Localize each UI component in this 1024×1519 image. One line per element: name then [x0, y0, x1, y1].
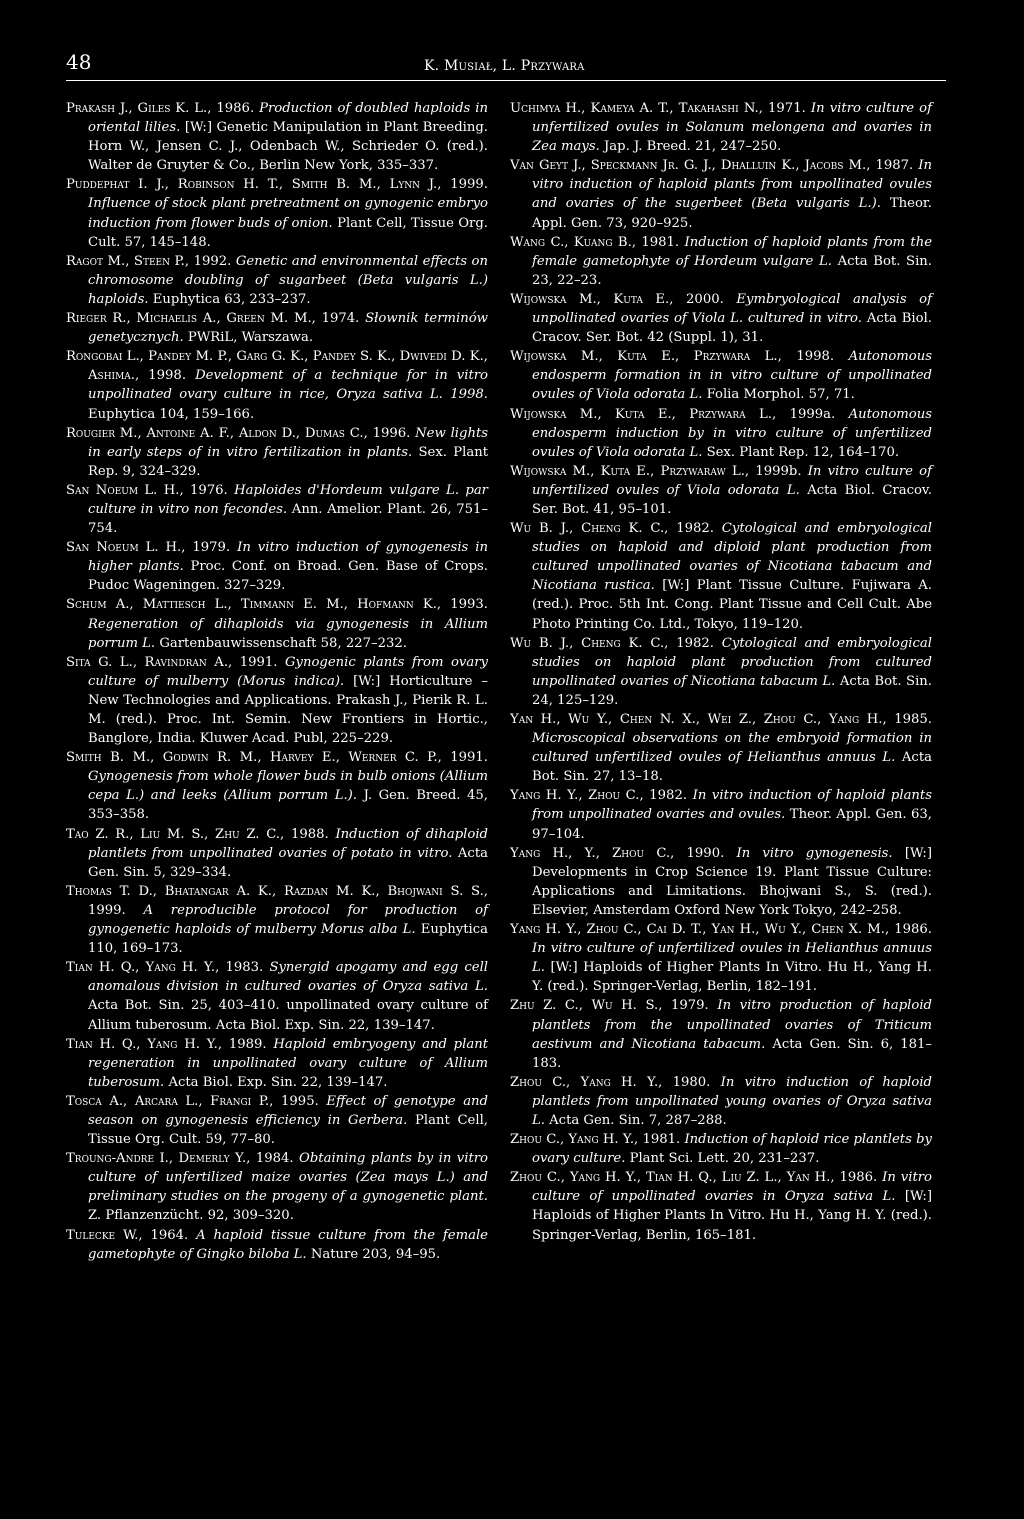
reference-entry: Yang H., Y., Zhou C., 1990. In vitro gynogenesis. [W:] Developments in Crop Science 19. Plant Tissue Culture: Applications and Limitations. Bhojwani S., S. (red.). Elsevier, Amsterdam Oxford New York Tokyo, 242–258. — [510, 845, 932, 918]
reference-year: 1993. — [450, 597, 488, 613]
reference-entry: Wu B. J., Cheng K. C., 1982. Cytological and embryological studies on haploid plant production from cultured unpollinated ovaries of Nicotiana tabacum L. Acta Bot. Sin. 24, 125–129. — [510, 635, 932, 708]
reference-source: Plant Cell, Tissue Org. Cult. 57, 145–148. — [88, 215, 488, 250]
reference-entry: Wijowska M., Kuta E., Przywara L., 1998. Autonomous endosperm formation in in vitro culture of unpollinated ovules of Viola odorata L. Folia Morphol. 57, 71. — [510, 349, 932, 403]
reference-source: Plant Sci. Lett. 20, 231–237. — [629, 1151, 820, 1167]
reference-source: Acta Gen. Sin. 6, 181–183. — [532, 1036, 932, 1071]
reference-year: 1989. — [228, 1036, 267, 1052]
reference-title: Genetic and environmental effects on chromosome doubling of sugarbeet (Beta vulgaris L.) haploids. — [88, 253, 488, 307]
reference-title: In vitro induction of haploid plants from unpollinated ovaries and ovules. — [532, 788, 932, 823]
reference-source: Euphytica 104, 159–166. — [88, 406, 255, 422]
reference-entry: Tosca A., Arcara L., Frangi P., 1995. Effect of genotype and season on gynogenesis efficiency in Gerbera. Plant Cell, Tissue Org. Cult. 59, 77–80. — [66, 1093, 488, 1148]
reference-title: Induction of haploid plants from the female gametophyte of Hordeum vulgare L. — [532, 234, 932, 269]
reference-entry: Schum A., Mattiesch L., Timmann E. M., Hofmann K., 1993. Regeneration of dihaploids via gynogenesis in Allium porrum L. Gartenbauwissenschaft 58, 227–232. — [66, 597, 488, 651]
reference-source: Jap. J. Breed. 21, 247–250. — [604, 139, 782, 155]
reference-source: Euphytica 63, 233–237. — [152, 291, 311, 307]
reference-title: Regeneration of dihaploids via gynogenesis in Allium porrum L. — [88, 616, 488, 651]
reference-year: 1992. — [193, 253, 232, 269]
reference-source: Acta Biol. Cracov. Ser. Bot. 42 (Suppl. 1), 31. — [532, 311, 933, 346]
reference-source: Proc. Conf. on Broad. Gen. Base of Crops. Pudoc Wageningen. 327–329. — [88, 559, 488, 594]
reference-title: Cytological and embryological studies on haploid plant production from cultured unpollinated ovaries of Nicotiana tabacum L. — [532, 635, 932, 689]
reference-year: 1983. — [225, 960, 264, 976]
reference-title: Cytological and embryological studies on haploid and diploid plant production from cultured unpollinated ovaries of Nicotiana tabacum and Nicotiana rustica. — [532, 521, 932, 594]
reference-authors: Ragot M., Steen P. — [66, 253, 185, 269]
reference-authors: Yang H., Y., Zhou C. — [510, 845, 671, 861]
reference-source: Acta Biol. Cracov. Ser. Bot. 41, 95–101. — [532, 482, 933, 517]
reference-title: Obtaining plants by in vitro culture of unfertilized maize ovaries (Zea mays L.) and preliminary studies on the progeny of a gynogenetic plant. — [88, 1151, 488, 1205]
reference-entry: Wijowska M., Kuta E., Przywaraw L., 1999b. In vitro culture of unfertilized ovules of Viola odorata L. Acta Biol. Cracov. Ser. Bot. 41, 95–101. — [510, 463, 933, 517]
reference-entry: Yang H. Y., Zhou C., Cai D. T., Yan H., Wu Y., Chen X. M., 1986. In vitro culture of unfertilized ovules in Helianthus annuus L. [W:] Haploids of Higher Plants In Vitro. Hu H., Yang H. Y. (red.). Springer-Verlag, Berlin, 182–191. — [510, 922, 932, 995]
reference-source: J. Gen. Breed. 45, 353–358. — [88, 788, 489, 823]
reference-entry: San Noeum L. H., 1979. In vitro induction of gynogenesis in higher plants. Proc. Conf. on Broad. Gen. Base of Crops. Pudoc Wageningen. 327–329. — [66, 540, 488, 594]
reference-title: In vitro induction of haploid plantlets from unpollinated young ovaries of Oryza sativa L. — [532, 1074, 932, 1128]
reference-source: Sex. Plant Rep. 12, 164–170. — [706, 444, 900, 460]
reference-authors: Rieger R., Michaelis A., Green M. M. — [66, 311, 312, 327]
reference-title: In vitro gynogenesis. — [736, 845, 893, 861]
reference-title: Autonomous endosperm formation in in vitro culture of unpollinated ovules of Viola odorata L. — [532, 349, 932, 403]
reference-source: Nature 203, 94–95. — [310, 1246, 441, 1262]
reference-authors: Wu B. J., Cheng K. C. — [510, 635, 665, 651]
reference-source: [W:] Genetic Manipulation in Plant Breeding. Horn W., Jensen C. J., Odenbach W., Schrieder O. (red.). Walter de Gruyter & Co., Berlin New York, 335–337. — [88, 120, 488, 174]
reference-year: 1999a. — [789, 406, 836, 422]
reference-entry: Uchimya H., Kameya A. T., Takahashi N., 1971. In vitro culture of unfertilized ovules in Solanum melongena and ovaries in Zea mays. Jap. J. Breed. 21, 247–250. — [510, 101, 932, 155]
reference-source: Acta Bot. Sin. 25, 403–410. unpollinated ovary culture of Allium tuberosum. Acta Biol. Exp. Sin. 22, 139–147. — [88, 998, 488, 1033]
reference-entry: Sita G. L., Ravindran A., 1991. Gynogenic plants from ovary culture of mulberry (Morus indica). [W:] Horticulture – New Technologies and Applications. Prakash J., Pierik R. L. M. (red.). Proc. Int. Semin. New Frontiers in Hortic., Banglore, India. Kluwer Acad. Publ, 225–229. — [66, 654, 488, 747]
reference-entry: Tao Z. R., Liu M. S., Zhu Z. C., 1988. Induction of dihaploid plantlets from unpollinated ovaries of potato in vitro. Acta Gen. Sin. 5, 329–334. — [66, 826, 488, 880]
reference-authors: Prakash J., Giles K. L. — [66, 101, 208, 116]
reference-column-left — [66, 99, 488, 1264]
reference-year: 1982. — [676, 635, 714, 651]
reference-year: 1981. — [642, 1132, 681, 1148]
reference-entry: Tian H. Q., Yang H. Y., 1983. Synergid apogamy and egg cell anomalous division in cultured ovaries of Oryza sativa L. Acta Bot. Sin. 25, 403–410. unpollinated ovary culture of Allium tuberosum. Acta Biol. Exp. Sin. 22, 139–147. — [66, 960, 489, 1033]
reference-year: 1981. — [641, 234, 680, 250]
reference-source: PWRiL, Warszawa. — [187, 330, 314, 346]
reference-year: 1996. — [372, 425, 411, 441]
reference-entry: Yan H., Wu Y., Chen N. X., Wei Z., Zhou C., Yang H., 1985. Microscopical observations on the embryoid formation in cultured unfertilized ovules of Helianthus annuus L. Acta Bot. Sin. 27, 13–18. — [510, 712, 932, 785]
reference-title: In vitro culture of unpollinated ovaries in Oryza sativa L. — [532, 1170, 932, 1205]
reference-title: In vitro culture of unfertilized ovules in Solanum melongena and ovaries in Zea mays. — [532, 101, 932, 155]
reference-year: 1986. — [216, 101, 255, 116]
reference-title: New lights in early steps of in vitro fertilization in plants. — [88, 425, 489, 460]
reference-title: Microscopical observations on the embryoid formation in cultured unfertilized ovules of Helianthus annuus L. — [532, 731, 932, 766]
reference-authors: Tosca A., Arcara L., Frangi P. — [66, 1093, 270, 1109]
reference-source: Euphytica 110, 169–173. — [88, 922, 488, 957]
reference-authors: Tian H. Q., Yang H. Y. — [66, 1036, 218, 1052]
reference-title: A haploid tissue culture from the female gametophyte of Gingko biloba L. — [88, 1227, 488, 1262]
reference-authors: Smith B. M., Godwin R. M., Harvey E., Werner C. P. — [66, 750, 438, 766]
reference-authors: Yang H. Y., Zhou C. — [510, 788, 640, 804]
reference-year: 1986. — [894, 922, 932, 938]
reference-authors: Schum A., Mattiesch L., Timmann E. M., Hofmann K. — [66, 597, 437, 613]
reference-entry: Thomas T. D., Bhatangar A. K., Razdan M. K., Bhojwani S. S., 1999. A reproducible protocol for production of gynogenetic haploids of mulberry Morus alba L. Euphytica 110, 169–173. — [66, 883, 488, 957]
reference-source: Acta Bot. Sin. 24, 125–129. — [532, 673, 932, 708]
reference-authors: Wijowska M., Kuta E., Przywara L. — [510, 406, 772, 422]
reference-entry: Wang C., Kuang B., 1981. Induction of haploid plants from the female gametophyte of Hordeum vulgare L. Acta Bot. Sin. 23, 22–23. — [510, 234, 932, 288]
reference-entry: Rongobai L., Pandey M. P., Garg G. K., Pandey S. K., Dwivedi D. K., Ashima., 1998. Development of a technique for in vitro unpollinated ovary culture in rice, Oryza sativa L. 1998. Euphytica 104, 159–166. — [66, 349, 488, 422]
reference-year: 1995. — [281, 1093, 319, 1109]
reference-source: Ann. Amelior. Plant. 26, 751–754. — [88, 501, 489, 537]
reference-year: 1999. — [88, 902, 126, 918]
reference-source: Acta Biol. Exp. Sin. 22, 139–147. — [168, 1074, 388, 1090]
reference-title: Induction of haploid rice plantlets by ovary culture. — [532, 1132, 932, 1167]
reference-entry: Ragot M., Steen P., 1992. Genetic and environmental effects on chromosome doubling of sugarbeet (Beta vulgaris L.) haploids. Euphytica 63, 233–237. — [66, 253, 488, 307]
reference-title: Haploid embryogeny and plant regeneration in unpollinated ovary culture of Allium tuberosum. — [88, 1036, 489, 1090]
reference-authors: Yan H., Wu Y., Chen N. X., Wei Z., Zhou C., Yang H. — [510, 712, 883, 727]
reference-title: Induction of dihaploid plantlets from unpollinated ovaries of potato in vitro. — [88, 826, 488, 861]
reference-authors: Rongobai L., Pandey M. P., Garg G. K., Pandey S. K., Dwivedi D. K., Ashima. — [66, 349, 488, 384]
reference-authors: Tulecke W. — [66, 1227, 139, 1243]
reference-year: 1990. — [686, 845, 725, 861]
reference-title: Production of doubled haploids in oriental lilies. — [88, 101, 488, 136]
reference-year: 1986. — [839, 1170, 878, 1186]
reference-authors: Wijowska M., Kuta E., Przywaraw L. — [510, 463, 745, 479]
reference-authors: Wijowska M., Kuta E. — [510, 291, 670, 307]
reference-title: Synergid apogamy and egg cell anomalous division in cultured ovaries of Oryza sativa L. — [88, 960, 489, 995]
reference-source: Folia Morphol. 57, 71. — [706, 387, 855, 403]
reference-authors: San Noeum L. H. — [66, 482, 180, 498]
reference-year: 1988. — [290, 826, 329, 842]
reference-authors: Sita G. L., Ravindran A. — [66, 654, 229, 670]
reference-title: In vitro production of haploid plantlets from the unpollinated ovaries of Triticum aestivum and Nicotiana tabacum. — [532, 998, 932, 1052]
reference-year: 1991. — [239, 654, 278, 670]
reference-year: 1999. — [450, 177, 489, 193]
reference-authors: Zhou C., Yang H. Y., Tian H. Q., Liu Z. L., Yan H. — [510, 1170, 831, 1186]
reference-source: Plant Cell, Tissue Org. Cult. 59, 77–80. — [88, 1112, 488, 1148]
reference-source: [W:] Haploids of Higher Plants In Vitro. Hu H., Yang H. Y. (red.). Springer-Verlag, Berlin, 165–181. — [532, 1189, 932, 1243]
reference-entry: Zhou C., Yang H. Y., 1981. Induction of haploid rice plantlets by ovary culture. Plant Sci. Lett. 20, 231–237. — [510, 1132, 932, 1167]
reference-entry: Prakash J., Giles K. L., 1986. Production of doubled haploids in oriental lilies. [W:] Genetic Manipulation in Plant Breeding. Horn W., Jensen C. J., Odenbach W., Schrieder O. (red.). Walter de Gruyter & Co., Berlin New York, 335–337. — [66, 101, 488, 174]
page-number: 48 — [66, 50, 92, 74]
reference-authors: Tian H. Q., Yang H. Y. — [66, 960, 216, 976]
reference-entry: Rougier M., Antoine A. F., Aldon D., Dumas C., 1996. New lights in early steps of in vitro fertilization in plants. Sex. Plant Rep. 9, 324–329. — [66, 425, 489, 479]
reference-year: 1999b. — [755, 463, 802, 479]
reference-entry: San Noeum L. H., 1976. Haploides d'Hordeum vulgare L. par culture in vitro non fecondes. Ann. Amelior. Plant. 26, 751–754. — [66, 482, 489, 537]
reference-authors: Wu B. J., Cheng K. C. — [510, 521, 665, 537]
reference-entry: Yang H. Y., Zhou C., 1982. In vitro induction of haploid plants from unpollinated ovaries and ovules. Theor. Appl. Gen. 63, 97–104. — [510, 788, 932, 842]
reference-entry: Zhu Z. C., Wu H. S., 1979. In vitro production of haploid plantlets from the unpollinated ovaries of Triticum aestivum and Nicotiana tabacum. Acta Gen. Sin. 6, 181–183. — [510, 998, 932, 1071]
reference-source: Acta Gen. Sin. 7, 287–288. — [549, 1112, 727, 1128]
reference-authors: Zhou C., Yang H. Y. — [510, 1074, 659, 1090]
reference-entry: Wijowska M., Kuta E., 2000. Eymbryological analysis of unpollinated ovaries of Viola L. cultured in vitro. Acta Biol. Cracov. Ser. Bot. 42 (Suppl. 1), 31. — [510, 291, 933, 346]
reference-entry: Smith B. M., Godwin R. M., Harvey E., Werner C. P., 1991. Gynogenesis from whole flower buds in bulb onions (Allium cepa L.) and leeks (Allium porrum L.). J. Gen. Breed. 45, 353–358. — [66, 750, 489, 823]
reference-year: 1987. — [875, 158, 914, 174]
reference-year: 1998. — [796, 349, 835, 365]
reference-source: Acta Gen. Sin. 5, 329–334. — [88, 845, 488, 880]
reference-entry: Puddephat I. J., Robinson H. T., Smith B. M., Lynn J., 1999. Influence of stock plant pretreatment on gynogenic embryo induction from flower buds of onion. Plant Cell, Tissue Org. Cult. 57, 145–148. — [66, 177, 489, 250]
reference-title: Autonomous endosperm induction by in vitro culture of unfertilized ovules of Viola odorata L. — [532, 406, 932, 460]
reference-authors: Rougier M., Antoine A. F., Aldon D., Dumas C. — [66, 425, 364, 441]
reference-authors: Troung-Andre I., Demerly Y. — [66, 1151, 247, 1167]
reference-year: 1979. — [192, 540, 231, 556]
reference-year: 1984. — [255, 1151, 294, 1167]
reference-source: [W:] Developments in Crop Science 19. Plant Tissue Culture: Applications and Limitations. Bhojwani S., S. (red.). Elsevier, Amsterdam Oxford New York Tokyo, 242–258. — [532, 845, 932, 918]
reference-entry: Wijowska M., Kuta E., Przywara L., 1999a. Autonomous endosperm induction by in vitro culture of unfertilized ovules of Viola odorata L. Sex. Plant Rep. 12, 164–170. — [510, 406, 932, 460]
reference-title: Gynogenic plants from ovary culture of mulberry (Morus indica). — [88, 654, 488, 689]
reference-authors: San Noeum L. H. — [66, 540, 182, 556]
reference-title: Development of a technique for in vitro unpollinated ovary culture in rice, Oryza sativa L. 1998. — [88, 368, 488, 403]
reference-authors: Tao Z. R., Liu M. S., Zhu Z. C. — [66, 826, 281, 842]
reference-source: Z. Pflanzenzücht. 92, 309–320. — [88, 1208, 294, 1224]
reference-authors: Yang H. Y., Zhou C., Cai D. T., Yan H., Wu Y., Chen X. M. — [510, 922, 885, 938]
reference-year: 1980. — [672, 1074, 711, 1090]
reference-source: Acta Bot. Sin. 27, 13–18. — [532, 750, 932, 785]
reference-title: A reproducible protocol for production of gynogenetic haploids of mulberry Morus alba L. — [88, 902, 488, 938]
reference-year: 1979. — [671, 998, 709, 1014]
reference-entry: Tulecke W., 1964. A haploid tissue culture from the female gametophyte of Gingko biloba L. Nature 203, 94–95. — [66, 1227, 488, 1262]
reference-year: 2000. — [686, 291, 724, 307]
reference-year: 1985. — [894, 712, 932, 727]
reference-title: Gynogenesis from whole flower buds in bulb onions (Allium cepa L.) and leeks (Allium porrum L.). — [88, 769, 488, 804]
reference-year: 1964. — [150, 1227, 189, 1243]
reference-authors: Van Geyt J., Speckmann Jr. G. J., Dhalluin K., Jacobs M. — [510, 158, 867, 174]
reference-authors: Wang C., Kuang B. — [510, 234, 632, 250]
reference-entry: Van Geyt J., Speckmann Jr. G. J., Dhalluin K., Jacobs M., 1987. In vitro induction of haploid plants from unpollinated ovules and ovaries of the sugerbeet (Beta vulgaris L.). Theor. Appl. Gen. 73, 920–925. — [510, 158, 932, 231]
reference-year: 1982. — [649, 788, 688, 804]
reference-entry: Rieger R., Michaelis A., Green M. M., 1974. Słownik terminów genetycznych. PWRiL, Warszawa. — [66, 311, 488, 346]
reference-year: 1971. — [768, 101, 806, 116]
reference-title: Eymbryological analysis of unpollinated ovaries of Viola L. cultured in vitro. — [532, 291, 933, 327]
reference-entry: Wu B. J., Cheng K. C., 1982. Cytological and embryological studies on haploid and diploid plant production from cultured unpollinated ovaries of Nicotiana tabacum and Nicotiana rustica. [W:] Plant Tissue Culture. Fujiwara A. (red.). Proc. 5th Int. Cong. Plant Tissue and Cell Cult. Abe Photo Printing Co. Ltd., Tokyo, 119–120. — [510, 521, 932, 632]
reference-authors: Uchimya H., Kameya A. T., Takahashi N. — [510, 101, 759, 116]
reference-source: [W:] Plant Tissue Culture. Fujiwara A. (red.). Proc. 5th Int. Cong. Plant Tissue and Cell Cult. Abe Photo Printing Co. Ltd., Tokyo, 119–120. — [532, 578, 932, 632]
reference-year: 1974. — [321, 311, 360, 327]
reference-title: Influence of stock plant pretreatment on gynogenic embryo induction from flower buds of onion. — [88, 196, 488, 231]
reference-source: Gartenbauwissenschaft 58, 227–232. — [159, 635, 407, 651]
reference-source: [W:] Haploids of Higher Plants In Vitro. Hu H., Yang H. Y. (red.). Springer-Verlag, Berlin, 182–191. — [532, 960, 932, 995]
reference-title: In vitro culture of unfertilized ovules in Helianthus annuus L. — [532, 941, 932, 976]
reference-source: [W:] Horticulture – New Technologies and Applications. Prakash J., Pierik R. L. M. (red.). Proc. Int. Semin. New Frontiers in Hortic., Banglore, India. Kluwer Acad. Publ, 225–229. — [88, 673, 488, 747]
reference-year: 1991. — [450, 750, 488, 766]
reference-title: In vitro culture of unfertilized ovules of Viola odorata L. — [532, 463, 932, 498]
reference-title: Haploides d'Hordeum vulgare L. par culture in vitro non fecondes. — [88, 482, 488, 517]
reference-column-right — [510, 99, 932, 1245]
reference-authors: Wijowska M., Kuta E., Przywara L. — [510, 349, 778, 365]
reference-source: Theor. Appl. Gen. 63, 97–104. — [532, 807, 932, 842]
reference-entry: Zhou C., Yang H. Y., 1980. In vitro induction of haploid plantlets from unpollinated young ovaries of Oryza sativa L. Acta Gen. Sin. 7, 287–288. — [510, 1074, 932, 1128]
reference-authors: Zhu Z. C., Wu H. S. — [510, 998, 659, 1014]
reference-authors: Zhou C., Yang H. Y. — [510, 1132, 635, 1148]
reference-authors: Puddephat I. J., Robinson H. T., Smith B. M., Lynn J. — [66, 177, 438, 193]
reference-authors: Thomas T. D., Bhatangar A. K., Razdan M. K., Bhojwani S. S. — [66, 883, 484, 899]
reference-entry: Zhou C., Yang H. Y., Tian H. Q., Liu Z. L., Yan H., 1986. In vitro culture of unpollinated ovaries in Oryza sativa L. [W:] Haploids of Higher Plants In Vitro. Hu H., Yang H. Y. (red.). Springer-Verlag, Berlin, 165–181. — [510, 1170, 932, 1243]
reference-entry: Tian H. Q., Yang H. Y., 1989. Haploid embryogeny and plant regeneration in unpollinated ovary culture of Allium tuberosum. Acta Biol. Exp. Sin. 22, 139–147. — [66, 1036, 489, 1090]
reference-entry: Troung-Andre I., Demerly Y., 1984. Obtaining plants by in vitro culture of unfertilized maize ovaries (Zea mays L.) and preliminary studies on the progeny of a gynogenetic plant. Z. Pflanzenzücht. 92, 309–320. — [66, 1151, 488, 1224]
reference-title: In vitro induction of gynogenesis in higher plants. — [88, 540, 488, 575]
header-rule — [66, 80, 946, 81]
reference-year: 1976. — [190, 482, 228, 498]
reference-year: 1982. — [676, 521, 714, 537]
reference-year: 1998. — [148, 368, 187, 384]
reference-title: Effect of genotype and season on gynogenesis efficiency in Gerbera. — [88, 1093, 488, 1128]
reference-source: Sex. Plant Rep. 9, 324–329. — [88, 444, 488, 479]
reference-source: Acta Bot. Sin. 23, 22–23. — [532, 253, 932, 288]
reference-title: In vitro induction of haploid plants from unpollinated ovules and ovaries of the sugerbeet (Beta vulgaris L.). — [532, 158, 932, 212]
reference-title: Słownik terminów genetycznych. — [88, 311, 488, 346]
reference-source: Theor. Appl. Gen. 73, 920–925. — [532, 196, 932, 231]
running-head: K. Musiał, L. Przywara — [424, 58, 585, 74]
